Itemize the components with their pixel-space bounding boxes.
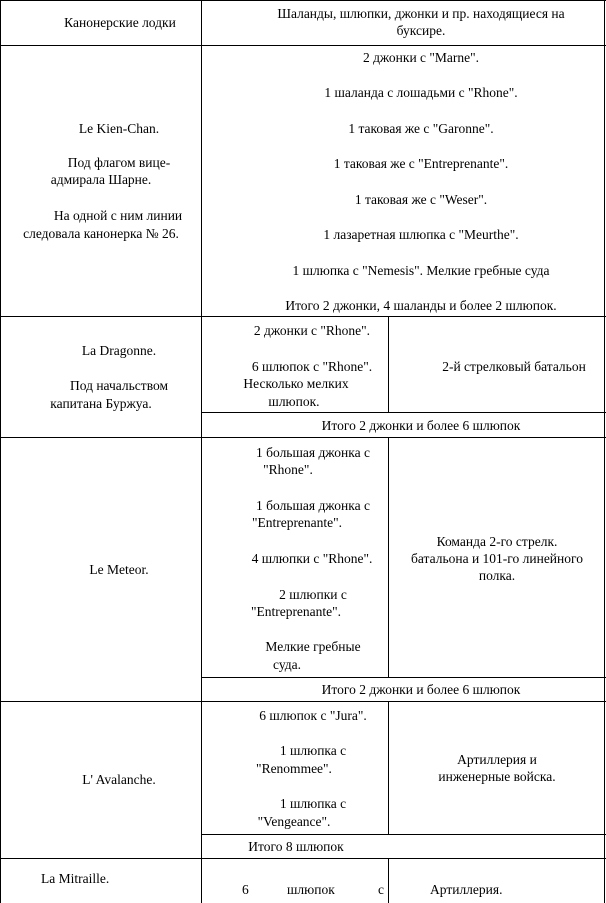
tow-item: 1 таковая же с "Weser".	[354, 192, 488, 207]
table-border-top	[0, 0, 606, 1]
ship-note: Под флагом вице-	[67, 155, 171, 170]
tow-item: 1 большая джонка с	[256, 445, 370, 460]
header-towed-line1: Шаланды, шлюпки, джонки и пр. находящиеся на	[277, 6, 565, 21]
ship-name: Le Kien-Chan.	[78, 121, 160, 136]
subcolumn-divider	[388, 858, 389, 903]
column-divider	[201, 0, 202, 903]
ship-note: адмирала Шарне.	[50, 172, 152, 187]
row-total: Итого 8 шлюпок	[248, 839, 344, 854]
ship-name: La Dragonne.	[81, 343, 157, 358]
ship-name: L' Avalanche.	[82, 772, 156, 787]
tow-item: "Entreprenante".	[251, 515, 343, 530]
tow-item: суда.	[273, 657, 301, 672]
tow-item: 6 шлюпок с "Jura".	[259, 708, 367, 723]
tow-item: 1 лазаретная шлюпка с "Meurthe".	[323, 227, 519, 242]
tow-item: шлюпок.	[268, 394, 320, 409]
ship-name: La Mitraille.	[41, 871, 110, 886]
total-divider	[201, 412, 606, 413]
tow-item: 2 джонки с "Marne".	[362, 50, 480, 65]
tow-item: шлюпок	[287, 882, 335, 897]
tow-item: Мелкие гребные	[265, 639, 361, 654]
troops: 2-й стрелковый батальон	[442, 359, 586, 374]
ship-note: На одной с ним линии	[53, 208, 183, 223]
troops: инженерные войска.	[438, 769, 556, 784]
tow-item: 6	[242, 882, 249, 897]
tow-item: с	[378, 882, 384, 897]
row-divider	[0, 316, 606, 317]
total-divider	[201, 834, 606, 835]
tow-item: 1 шаланда с лошадьми с "Rhone".	[324, 85, 518, 100]
subcolumn-divider	[388, 701, 389, 834]
tow-item: 1 большая джонка с	[256, 498, 370, 513]
tow-item: "Vengeance".	[257, 814, 331, 829]
header-gunboats: Канонерские лодки	[64, 15, 176, 30]
tow-item: 1 шлюпка с	[279, 743, 347, 758]
row-total: Итого 2 джонки, 4 шаланды и более 2 шлюпок.	[285, 298, 557, 313]
troops: Команда 2-го стрелк.	[436, 534, 558, 549]
tow-item: "Entreprenante".	[250, 604, 342, 619]
troops: батальона и 101-го линейного	[411, 551, 583, 566]
row-divider	[0, 45, 606, 46]
tow-item: 1 таковая же с "Garonne".	[348, 121, 494, 136]
tow-item: "Renommee".	[256, 761, 332, 776]
row-divider	[0, 437, 606, 438]
troops: полка.	[478, 568, 516, 583]
row-total: Итого 2 джонки и более 6 шлюпок	[321, 418, 521, 433]
tow-item: 1 шлюпка с	[279, 796, 347, 811]
ship-name: Le Meteor.	[89, 562, 149, 577]
troops: Артиллерия и	[457, 752, 537, 767]
tow-item: "Rhone".	[263, 462, 313, 477]
row-total: Итого 2 джонки и более 6 шлюпок	[321, 682, 521, 697]
tow-item: 1 таковая же с "Entreprenante".	[333, 156, 509, 171]
row-divider	[0, 858, 606, 859]
tow-item: 2 джонки с "Rhone".	[253, 323, 371, 338]
troops: Артиллерия.	[430, 882, 503, 897]
ship-note: капитана Буржуа.	[50, 396, 152, 411]
ship-note: следовала канонерка № 26.	[23, 226, 179, 241]
subcolumn-divider	[388, 437, 389, 677]
tow-item: 1 шлюпка с "Nemesis". Мелкие гребные суда	[292, 263, 550, 278]
subcolumn-divider	[388, 316, 389, 412]
header-towed-line2: буксире.	[396, 23, 446, 38]
total-divider	[201, 677, 606, 678]
table-border-left	[0, 0, 1, 903]
ship-note: Под начальством	[69, 378, 169, 393]
tow-item: 4 шлюпки с "Rhone".	[251, 551, 373, 566]
row-divider	[0, 701, 606, 702]
tow-item: Несколько мелких	[243, 376, 349, 391]
tow-item: 6 шлюпок с "Rhone".	[251, 359, 373, 374]
table-border-right	[604, 0, 605, 903]
tow-item: 2 шлюпки с	[279, 587, 347, 602]
